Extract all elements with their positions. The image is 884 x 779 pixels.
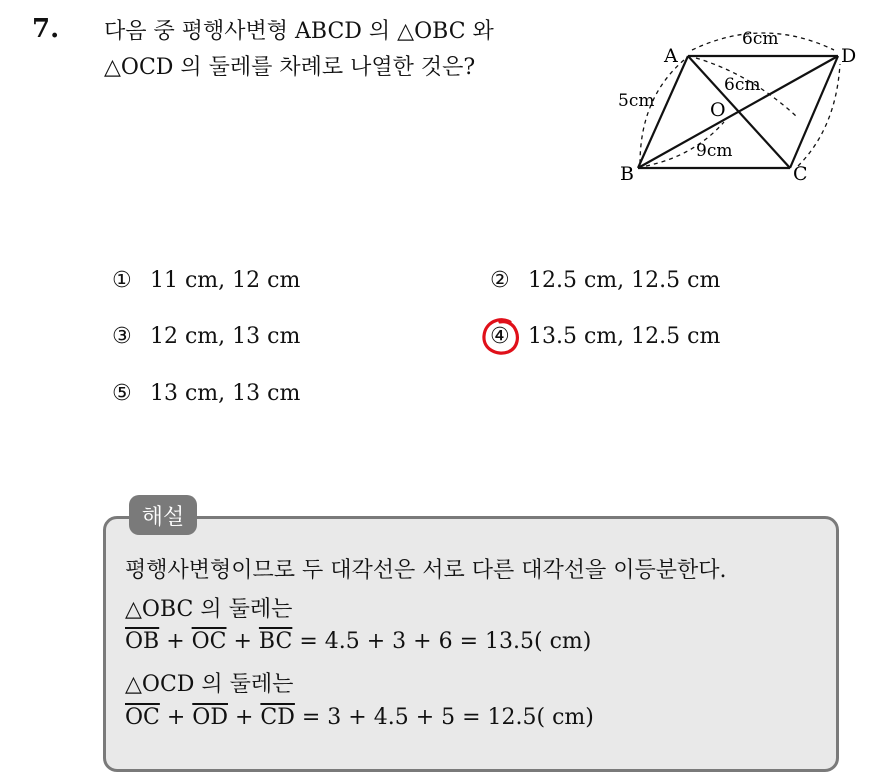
label-ac: 6cm <box>724 75 761 95</box>
solution-line-1: 평행사변형이므로 두 대각선은 서로 다른 대각선을 이등분한다. <box>125 558 727 583</box>
segment-oc: $\overline{OC}$ <box>191 629 227 654</box>
vertex-o: O <box>710 99 726 121</box>
choice-1[interactable] <box>112 268 300 293</box>
choice-4[interactable] <box>490 324 720 349</box>
solution-line-3: $\overline{OB} + \overline{OC} + \overline{BC} = 4.5 + 3 + 6 = 13.5$( cm) <box>125 629 592 654</box>
diagonal-bd <box>638 56 838 168</box>
choice-3[interactable] <box>112 324 300 349</box>
arc-cd <box>798 64 840 166</box>
edge-cd <box>790 56 838 168</box>
label-ab: 5cm <box>618 91 655 111</box>
choice-4-mark: ④ <box>490 324 510 349</box>
parallelogram-figure <box>600 18 880 193</box>
question-text <box>104 14 594 86</box>
choice-2-mark: ② <box>490 268 510 293</box>
vertex-c: C <box>793 163 808 185</box>
solution-line-5: $\overline{OC} + \overline{OD} + \overline{CD} = 3 + 4.5 + 5 = 12.5$( cm) <box>125 705 594 730</box>
choice-2[interactable] <box>490 268 720 293</box>
question-line-1: 다음 중 평행사변형 ABCD 의 △OBC 와 <box>104 19 494 44</box>
segment-bc: $\overline{BC}$ <box>258 629 293 654</box>
segment-od: $\overline{OD}$ <box>192 705 228 730</box>
selected-answer-circle <box>480 316 522 358</box>
label-bd: 9cm <box>696 141 733 161</box>
edge-ab <box>638 56 688 168</box>
label-ad: 6cm <box>742 29 779 49</box>
choice-2-value: 12.5 cm, 12.5 cm <box>528 268 721 293</box>
segment-oc-2: $\overline{OC}$ <box>125 705 160 730</box>
choice-3-mark: ③ <box>112 324 132 349</box>
vertex-a: A <box>664 45 678 67</box>
solution-tag: 해설 <box>129 495 197 535</box>
question-line-2: △OCD 의 둘레를 차례로 나열한 것은? <box>104 55 476 80</box>
choice-5-value: 13 cm, 13 cm <box>150 381 301 406</box>
choice-3-value: 12 cm, 13 cm <box>150 324 301 349</box>
vertex-b: B <box>620 163 634 185</box>
question-number: 7. <box>32 14 60 44</box>
choice-5-mark: ⑤ <box>112 381 132 406</box>
choice-1-mark: ① <box>112 268 132 293</box>
solution-line-2: △OBC 의 둘레는 <box>125 597 293 622</box>
choice-1-value: 11 cm, 12 cm <box>150 268 301 293</box>
vertex-d: D <box>841 45 857 67</box>
segment-ob: $\overline{OB}$ <box>125 629 160 654</box>
solution-line-4: △OCD 의 둘레는 <box>125 672 294 697</box>
solution-line-5-rest: = 3 + 4.5 + 5 = 12.5( cm) <box>294 705 594 730</box>
choice-5[interactable] <box>112 381 300 406</box>
segment-cd: $\overline{CD}$ <box>260 705 295 730</box>
solution-line-3-rest: = 4.5 + 3 + 6 = 13.5( cm) <box>292 629 592 654</box>
choice-4-value: 13.5 cm, 12.5 cm <box>528 324 721 349</box>
